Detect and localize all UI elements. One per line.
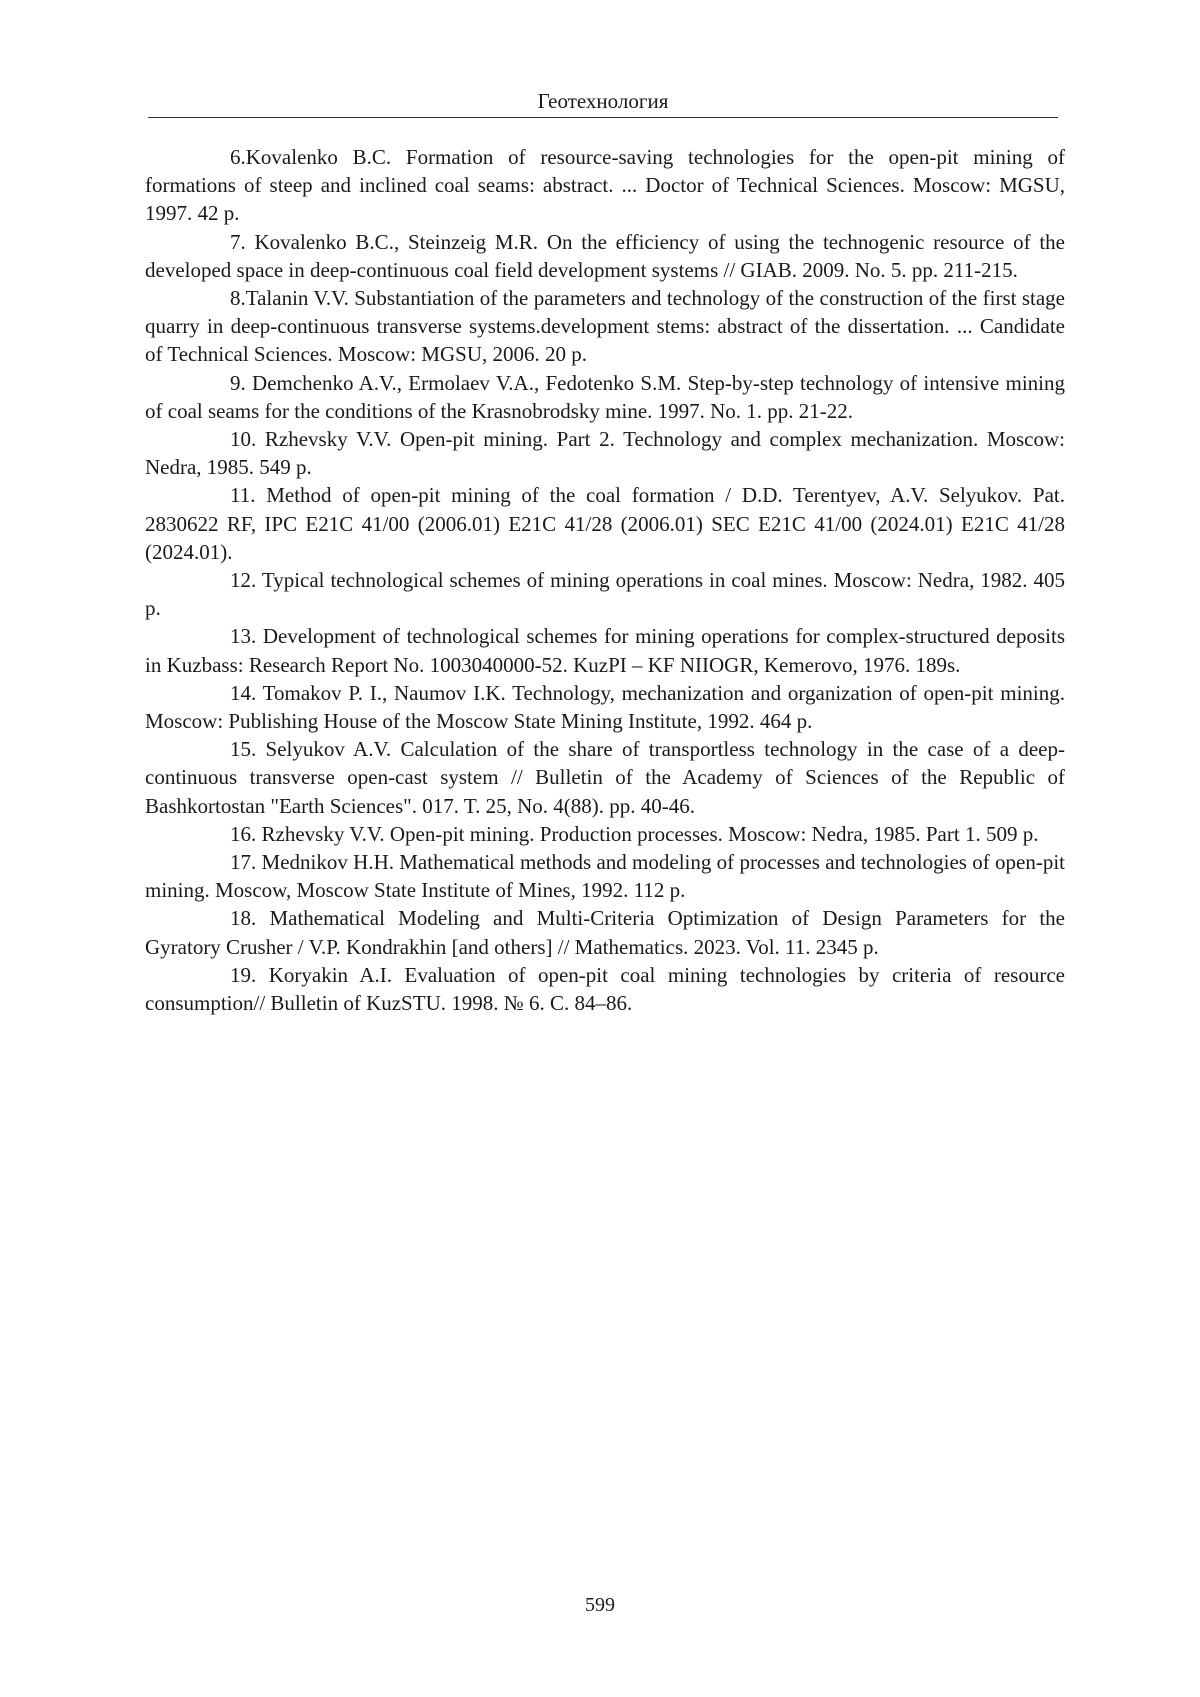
page-number: 599	[585, 1594, 615, 1616]
reference-item-11: 11. Method of open-pit mining of the coal formation / D.D. Terentyev, A.V. Selyukov. Pat. 2830622 RF, IPC E21C 41/00 (2006.01) E21C 41/28 (2006.01) SEC E21C 41/00 (2024.01) E21C 41/28 (2024.01).	[145, 483, 1065, 564]
reference-item-16: 16. Rzhevsky V.V. Open-pit mining. Production processes. Moscow: Nedra, 1985. Part 1. 509 p.	[230, 821, 1039, 846]
reference-item-18: 18. Mathematical Modeling and Multi-Criteria Optimization of Design Parameters for the Gyratory Crusher / V.P. Kondrakhin [and others] // Mathematics. 2023. Vol. 11. 2345 p.	[145, 906, 1065, 959]
reference-item-6: 6.Kovalenko B.C. Formation of resource-saving technologies for the open-pit mining of formations of steep and inclined coal seams: abstract. ... Doctor of Technical Sciences. Moscow: MGSU, 1997. 42 p.	[145, 145, 1065, 226]
running-header: Геотехнология	[537, 89, 669, 113]
reference-item-17: 17. Mednikov H.H. Mathematical methods and modeling of processes and technologies of open-pit mining. Moscow, Moscow State Institute of Mines, 1992. 112 p.	[145, 850, 1065, 903]
reference-item-19: 19. Koryakin A.I. Evaluation of open-pit coal mining technologies by criteria of resource consumption// Bulletin of KuzSTU. 1998. № 6. C. 84–86.	[145, 962, 1065, 1016]
reference-item-10: 10. Rzhevsky V.V. Open-pit mining. Part 2. Technology and complex mechanization. Moscow: Nedra, 1985. 549 p.	[145, 427, 1065, 480]
header-rule	[148, 117, 1058, 118]
reference-item-12: 12. Typical technological schemes of mining operations in coal mines. Moscow: Nedra, 1982. 405 p.	[145, 568, 1065, 621]
reference-item-14: 14. Tomakov P. I., Naumov I.K. Technology, mechanization and organization of open-pit mining. Moscow: Publishing House of the Moscow State Mining Institute, 1992. 464 p.	[145, 680, 1065, 734]
reference-item-13: 13. Development of technological schemes for mining operations for complex-structured deposits in Kuzbass: Research Report No. 1003040000-52. KuzPI – KF NIIOGR, Kemerovo, 1976. 189s.	[145, 624, 1065, 677]
reference-item-8: 8.Talanin V.V. Substantiation of the parameters and technology of the construction of the first stage quarry in deep-continuous transverse systems.development stems: abstract of the dissertation. ... Candidate of Technical Sciences. Moscow: MGSU, 2006. 20 p.	[145, 286, 1065, 367]
reference-item-9: 9. Demchenko A.V., Ermolaev V.A., Fedotenko S.M. Step-by-step technology of intensive mining of coal seams for the conditions of the Krasnobrodsky mine. 1997. No. 1. pp. 21-22.	[145, 370, 1065, 423]
reference-item-15: 15. Selyukov A.V. Calculation of the share of transportless technology in the case of a deep-continuous transverse open-cast system // Bulletin of the Academy of Sciences of the Republic of Bashkortostan "Earth Sciences". 017. T. 25, No. 4(88). pp. 40-46.	[145, 737, 1065, 818]
reference-item-7: 7. Kovalenko B.C., Steinzeig M.R. On the efficiency of using the technogenic resource of the developed space in deep-continuous coal field development systems // GIAB. 2009. No. 5. pp. 211-215.	[145, 229, 1065, 282]
reference-list	[145, 143, 1065, 1017]
